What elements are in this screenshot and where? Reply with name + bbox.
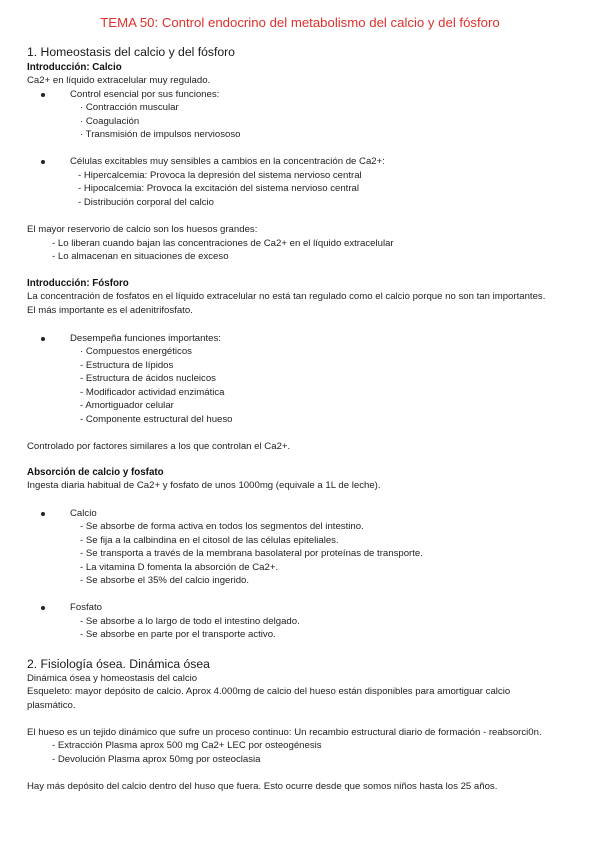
list-item: - Estructura de lípidos xyxy=(80,360,174,371)
ingesta-line: Ingesta diaria habitual de Ca2+ y fosfato de unos 1000mg (equivale a 1L de leche). xyxy=(27,480,381,491)
list-item: · Compuestos energéticos xyxy=(80,346,192,357)
list-item: - Se transporta a través de la membrana basolateral por proteínas de transporte. xyxy=(80,548,423,559)
list-item: - Hipocalcemia: Provoca la excitación del sistema nervioso central xyxy=(78,183,360,194)
reservorio-line: El mayor reservorio de calcio son los huesos grandes: xyxy=(27,224,258,235)
intro-calcio-line: Ca2+ en líquido extracelular muy regulado. xyxy=(27,75,211,86)
fosforo-funciones-label: Desempeña funciones importantes: xyxy=(70,333,221,344)
list-item: · Coagulación xyxy=(80,116,140,127)
list-item: - Se absorbe el 35% del calcio ingerido. xyxy=(80,575,250,586)
bullet-dot xyxy=(41,512,45,516)
list-item: - Modificador actividad enzimática xyxy=(80,387,225,398)
esqueleto-line-2: plasmático. xyxy=(27,700,76,711)
calcio-label: Calcio xyxy=(70,508,97,519)
bullet-dot xyxy=(41,93,45,97)
deposito-line: Hay más depósito del calcio dentro del huso que fuera. Esto ocurre desde que somos niños hasta los 25 años. xyxy=(27,781,498,792)
list-item: - Amortiguador celular xyxy=(80,400,174,411)
list-item: - Estructura de ácidos nucleicos xyxy=(80,373,216,384)
list-item: - Extracción Plasma aprox 500 mg Ca2+ LEC por osteogénesis xyxy=(52,740,322,751)
list-item: · Contracción muscular xyxy=(80,102,179,113)
list-item: - Lo almacenan en situaciones de exceso xyxy=(52,251,229,262)
intro-fosforo-heading: Introducción: Fósforo xyxy=(27,278,129,289)
list-item: - La vitamina D fomenta la absorción de Ca2+. xyxy=(80,562,279,573)
page-title: TEMA 50: Control endocrino del metabolismo del calcio y del fósforo xyxy=(100,15,500,30)
celulas-excitables-label: Células excitables muy sensibles a cambios en la concentración de Ca2+: xyxy=(70,156,385,167)
section1-heading: 1. Homeostasis del calcio y del fósforo xyxy=(27,45,235,59)
absorcion-heading: Absorción de calcio y fosfato xyxy=(27,467,164,478)
list-item: - Componente estructural del hueso xyxy=(80,414,233,425)
bullet-dot xyxy=(41,337,45,341)
list-item: - Lo liberan cuando bajan las concentraciones de Ca2+ en el líquido extracelular xyxy=(52,238,394,249)
intro-calcio-heading: Introducción: Calcio xyxy=(27,62,122,73)
fosforo-line-1: La concentración de fosfatos en el líquido extracelular no está tan regulado como el calcio porque no son tan importantes. xyxy=(27,291,546,302)
fosfato-label: Fosfato xyxy=(70,602,102,613)
esqueleto-line-1: Esqueleto: mayor depósito de calcio. Aprox 4.000mg de calcio del hueso están disponibles para amortiguar calcio xyxy=(27,686,511,697)
list-item: - Se fija a la calbindina en el citosol de las células epiteliales. xyxy=(80,535,339,546)
list-item: - Se absorbe a lo largo de todo el intestino delgado. xyxy=(80,616,300,627)
hueso-line: El hueso es un tejido dinámico que sufre un proceso continuo: Un recambio estructural diario de formación - reabsorci0n. xyxy=(27,727,542,738)
calcio-funciones-label: Control esencial por sus funciones: xyxy=(70,89,220,100)
list-item: - Se absorbe en parte por el transporte activo. xyxy=(80,629,276,640)
bullet-dot xyxy=(41,606,45,610)
list-item: - Distribución corporal del calcio xyxy=(78,197,214,208)
dinamica-sub: Dinámica ósea y homeostasis del calcio xyxy=(27,673,198,684)
section2-heading: 2. Fisiología ósea. Dinámica ósea xyxy=(27,657,210,671)
list-item: - Se absorbe de forma activa en todos los segmentos del intestino. xyxy=(80,521,364,532)
list-item: - Devolución Plasma aprox 50mg por osteoclasia xyxy=(52,754,261,765)
list-item: - Hipercalcemia: Provoca la depresión del sistema nervioso central xyxy=(78,170,362,181)
bullet-dot xyxy=(41,160,45,164)
list-item: · Transmisión de impulsos nerviososo xyxy=(80,129,241,140)
controlado-line: Controlado por factores similares a los que controlan el Ca2+. xyxy=(27,441,291,452)
fosforo-line-2: El más importante es el adenitrifosfato. xyxy=(27,305,193,316)
